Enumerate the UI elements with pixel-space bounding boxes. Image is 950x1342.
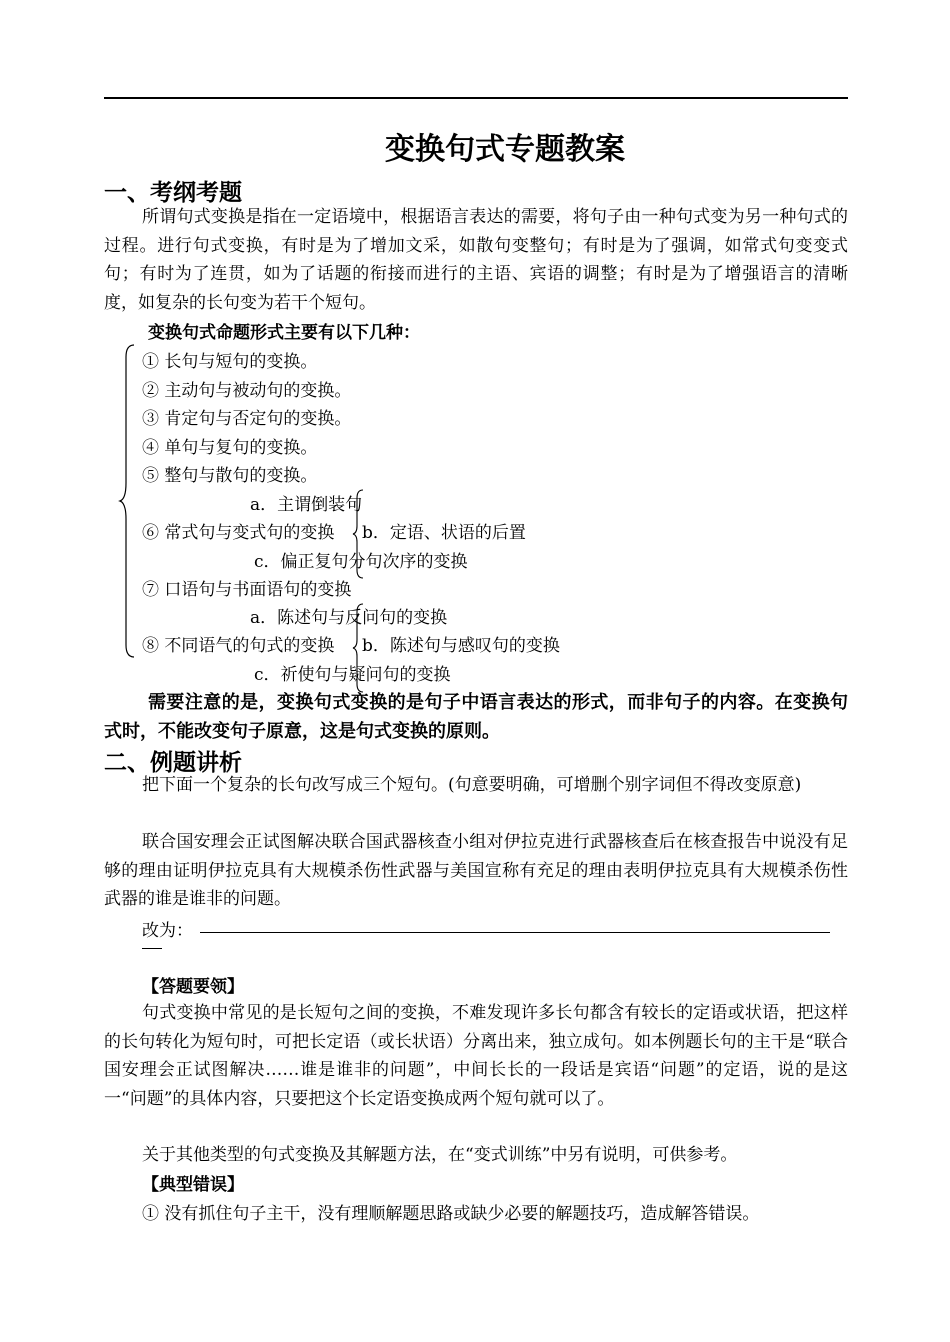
key-paragraph: 句式变换中常见的是长短句之间的变换，不难发现许多长句都含有较长的定语或状语，把这样的长句转化为短句时，可把长定语（或长状语）分离出来，独立成句。如本例题长句的主干是“联合国安理会正试图解决……谁是谁非的问题”，中间长长的一段话是宾语“问题”的定语，说的是这一“问题”的具体内容，只要把这个长定语变换成两个短句就可以了。 bbox=[104, 1003, 848, 1109]
answer-blank-tail bbox=[142, 948, 162, 949]
form6-sub-a: a．主谓倒装句 bbox=[250, 495, 363, 515]
form-item-4: ④ 单句与复句的变换。 bbox=[142, 438, 318, 458]
answer-label: 改为： bbox=[142, 921, 193, 941]
big-brace-icon bbox=[118, 343, 138, 659]
intro-paragraph: 所谓句式变换是指在一定语境中，根据语言表达的需要，将句子由一种句式变为另一种句式的过程。进行句式变换，有时是为了增加文采，如散句变整句；有时是为了强调，如常式句变变式句；有时为了连贯，如为了话题的衔接而进行的主语、宾语的调整；有时是为了增强语言的清晰度，如复杂的长句变为若干个短句。 bbox=[104, 207, 848, 313]
error-item-1: ① 没有抓住句子主干，没有理顺解题思路或缺少必要的解题技巧，造成解答错误。 bbox=[142, 1204, 760, 1224]
note-paragraph: 需要注意的是，变换句式变换的是句子中语言表达的形式，而非句子的内容。在变换句式时，不能改变句子原意，这是句式变换的原则。 bbox=[104, 692, 848, 742]
key-heading: 【答题要领】 bbox=[142, 977, 244, 997]
form6-sub-c: c．偏正复句分句次序的变换 bbox=[254, 552, 468, 572]
form-item-6: ⑥ 常式句与变式句的变换 bbox=[142, 523, 335, 543]
section-heading-2: 二、例题讲析 bbox=[104, 750, 242, 776]
form-item-1: ① 长句与短句的变换。 bbox=[142, 352, 318, 372]
form8-sub-a: a．陈述句与反问句的变换 bbox=[250, 608, 448, 628]
form8-sub-c: c．祈使句与疑问句的变换 bbox=[254, 665, 451, 685]
form-item-8: ⑧ 不同语气的句式的变换 bbox=[142, 636, 335, 656]
form-item-2: ② 主动句与被动句的变换。 bbox=[142, 381, 352, 401]
form8-sub-b: b．陈述句与感叹句的变换 bbox=[362, 636, 560, 656]
answer-blank[interactable] bbox=[200, 932, 830, 933]
section-heading-1: 一、考纲考题 bbox=[104, 180, 242, 206]
forms-heading: 变换句式命题形式主要有以下几种： bbox=[148, 323, 420, 343]
example-sentence: 联合国安理会正试图解决联合国武器核查小组对伊拉克进行武器核查后在核查报告中说没有足够的理由证明伊拉克具有大规模杀伤性武器与美国宣称有充足的理由表明伊拉克具有大规模杀伤性武器的谁是谁非的问题。 bbox=[104, 832, 848, 909]
form-item-7: ⑦ 口语句与书面语句的变换 bbox=[142, 580, 352, 600]
other-paragraph: 关于其他类型的句式变换及其解题方法，在“变式训练”中另有说明，可供参考。 bbox=[142, 1145, 738, 1165]
task-paragraph: 把下面一个复杂的长句改写成三个短句。(句意要明确，可增删个别字词但不得改变原意) bbox=[142, 775, 802, 795]
top-rule bbox=[104, 97, 848, 99]
form6-sub-b: b．定语、状语的后置 bbox=[362, 523, 526, 543]
form-item-5: ⑤ 整句与散句的变换。 bbox=[142, 466, 318, 486]
page-title: 变换句式专题教案 bbox=[385, 132, 625, 167]
errors-heading: 【典型错误】 bbox=[142, 1175, 244, 1195]
form-item-3: ③ 肯定句与否定句的变换。 bbox=[142, 409, 352, 429]
